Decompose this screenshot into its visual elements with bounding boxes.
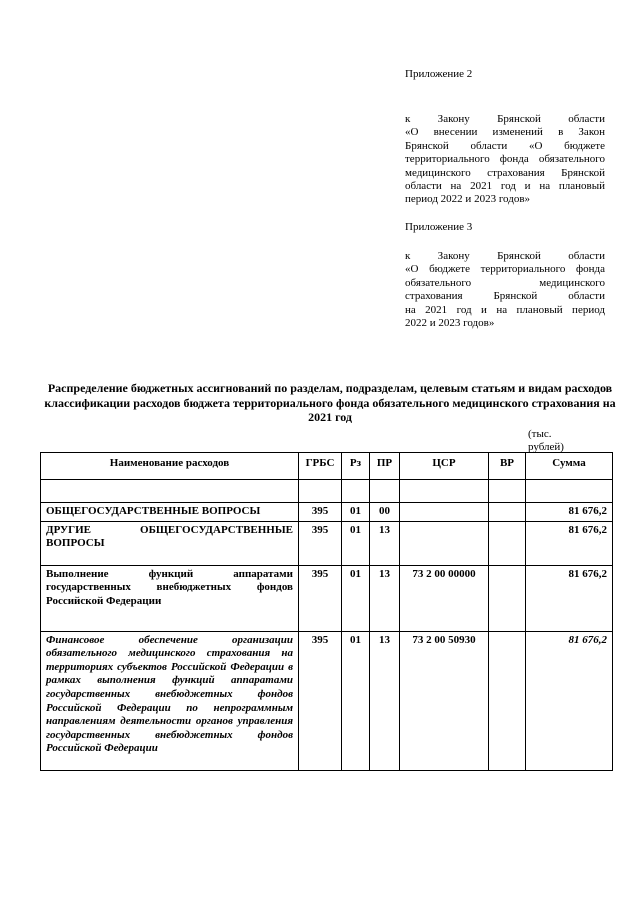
row-grbs: 395: [299, 631, 342, 770]
row-name: ОБЩЕГОСУДАРСТВЕННЫЕ ВОПРОСЫ: [41, 503, 299, 522]
appendix-2-line: медицинского страхования Брянской: [405, 166, 605, 179]
appendix-3-line: 2022 и 2023 годов»: [405, 317, 495, 330]
spacer-cell: [400, 480, 489, 503]
spacer-cell: [299, 480, 342, 503]
spacer-cell: [489, 480, 526, 503]
appendix-2-text: [405, 113, 605, 207]
row-sum: 81 676,2: [526, 503, 613, 522]
row-sum: 81 676,2: [526, 521, 613, 565]
appendix-3-line: «О бюджете территориального фонда: [405, 263, 605, 276]
row-vr: [489, 503, 526, 522]
document-title: Распределение бюджетных ассигнований по разделам, подразделам, целевым статьям и видам расходов классификации расходов бюджета территориального фонда обязательного медицинского страхования на 2021 год: [44, 381, 616, 424]
appendix-2-line: территориального фонда обязательного: [405, 153, 605, 166]
units-label: (тыс. рублей): [528, 428, 564, 453]
appendix-3-line: на 2021 год и на плановый период: [405, 303, 605, 316]
header-pr: ПР: [370, 453, 400, 480]
header-grbs: ГРБС: [299, 453, 342, 480]
row-sum: 81 676,2: [526, 565, 613, 631]
spacer-cell: [41, 480, 299, 503]
row-grbs: 395: [299, 503, 342, 522]
appendix-3-line: обязательного медицинского: [405, 276, 605, 289]
row-name: Финансовое обеспечение организации обязательного медицинского страхования на территориях субъектов Российской Федерации в рамках выполнения функций аппаратами государственных внебюджетных фондов Российской Федерации по непрограммным направлениям деятельности органов управления государственных внебюджетных фондов Российской Федерации: [41, 631, 299, 770]
row-vr: [489, 631, 526, 770]
appendix-2-line: период 2022 и 2023 годов»: [405, 193, 531, 206]
row-rz: 01: [342, 631, 370, 770]
row-vr: [489, 521, 526, 565]
row-pr: 00: [370, 503, 400, 522]
table-spacer-row: [41, 480, 613, 503]
row-rz: 01: [342, 565, 370, 631]
row-rz: 01: [342, 503, 370, 522]
header-rz: Рз: [342, 453, 370, 480]
appendix-2-line: «О внесении изменений в Закон: [405, 126, 605, 139]
budget-table: [40, 452, 613, 771]
spacer-cell: [370, 480, 400, 503]
appendix-2-line: области на 2021 год и на плановый: [405, 180, 605, 193]
row-csr: 73 2 00 50930: [400, 631, 489, 770]
row-pr: 13: [370, 565, 400, 631]
table-header-row: [41, 453, 613, 480]
row-csr: [400, 503, 489, 522]
header-csr: ЦСР: [400, 453, 489, 480]
table-row: [41, 503, 613, 522]
row-pr: 13: [370, 631, 400, 770]
spacer-cell: [342, 480, 370, 503]
row-grbs: 395: [299, 521, 342, 565]
row-csr: 73 2 00 00000: [400, 565, 489, 631]
spacer-cell: [526, 480, 613, 503]
row-vr: [489, 565, 526, 631]
header-vr: ВР: [489, 453, 526, 480]
appendix-3-line: страхования Брянской области: [405, 290, 605, 303]
row-name: ДРУГИЕ ОБЩЕГОСУДАРСТВЕННЫЕ ВОПРОСЫ: [41, 521, 299, 565]
table-row: [41, 565, 613, 631]
row-name: Выполнение функций аппаратами государственных внебюджетных фондов Российской Федерации: [41, 565, 299, 631]
appendix-3-label: Приложение 3: [405, 221, 473, 233]
appendix-3-line: к Закону Брянской области: [405, 250, 605, 262]
row-rz: 01: [342, 521, 370, 565]
row-pr: 13: [370, 521, 400, 565]
header-sum: Сумма: [526, 453, 613, 480]
row-sum: 81 676,2: [526, 631, 613, 770]
table-row: [41, 631, 613, 770]
header-name: Наименование расходов: [41, 453, 299, 480]
appendix-2-label: Приложение 2: [405, 68, 473, 80]
row-csr: [400, 521, 489, 565]
appendix-3-text: [405, 250, 605, 330]
appendix-2-line: к Закону Брянской области: [405, 113, 605, 125]
table-row: [41, 521, 613, 565]
appendix-2-line: Брянской области «О бюджете: [405, 139, 605, 152]
row-grbs: 395: [299, 565, 342, 631]
